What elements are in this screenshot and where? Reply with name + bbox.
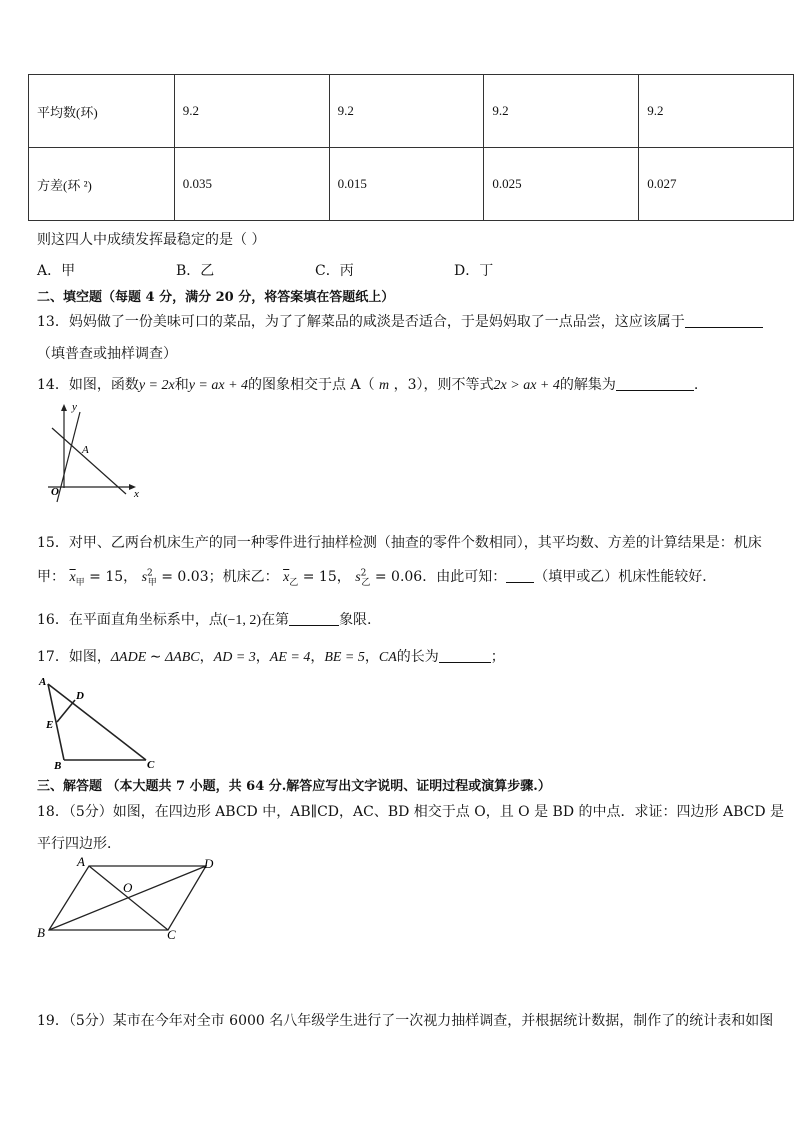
vertex-d-label: D: [204, 856, 214, 871]
point-d-label: D: [76, 690, 84, 702]
vertex-a-label: A: [77, 854, 85, 869]
q14-text: 的解集为: [559, 377, 616, 393]
x-label: x: [134, 488, 139, 500]
table-cell: 0.015: [329, 148, 484, 221]
mean-symbol: $\overline{x}$: [69, 570, 76, 585]
formula: y = 2x: [138, 378, 175, 393]
row-label: 平均数(环): [29, 75, 175, 148]
q12-option-b[interactable]: B．乙: [176, 263, 215, 279]
q14-text: ，3），则不等式: [393, 377, 494, 393]
vertex-b-label: B: [37, 925, 45, 940]
q16-text: 16．在平面直角坐标系中，点: [37, 612, 223, 628]
table-cell: 0.027: [639, 148, 794, 221]
table-cell: 9.2: [639, 75, 794, 148]
q15-line2: [37, 566, 716, 588]
point-e-label: E: [46, 719, 54, 731]
q12-option-a[interactable]: A．甲: [37, 263, 76, 279]
subscript: 甲: [147, 577, 157, 588]
answer-blank[interactable]: [685, 313, 763, 328]
table-cell: 9.2: [174, 75, 329, 148]
q15-text: ；机床乙：: [208, 569, 279, 585]
table-row: [29, 148, 794, 221]
segment-de: [57, 700, 75, 722]
vertex-c-label: C: [167, 927, 176, 942]
vertex-b-label: B: [54, 760, 62, 770]
q17-text: 的长为: [396, 649, 439, 665]
answer-blank[interactable]: [289, 611, 339, 626]
subscript: 乙: [289, 577, 299, 588]
formula: y = ax + 4: [188, 378, 249, 393]
q17-triangle-figure: [32, 672, 162, 770]
q15-text: = 15，: [89, 569, 138, 585]
point-o-label: O: [123, 880, 133, 895]
row-label: 方差(环 ²): [29, 148, 175, 221]
table-cell: 9.2: [484, 75, 639, 148]
answer-blank[interactable]: [439, 648, 491, 663]
line-y-2x: [57, 412, 80, 502]
q15-line1: 15．对甲、乙两台机床生产的同一种零件进行抽样检测（抽查的零件个数相同），其平均数、方差的计算结果是：机床: [37, 535, 762, 551]
formula: m: [379, 378, 390, 393]
subscript: 甲: [75, 577, 85, 588]
formula: CA: [378, 650, 397, 665]
q12-question: 则这四人中成绩发挥最稳定的是（ ）: [37, 232, 266, 248]
origin-label: O: [51, 486, 59, 498]
q14-line: [37, 374, 698, 394]
variance-symbol: s: [355, 570, 361, 585]
vertex-a-label: A: [39, 676, 47, 688]
q15-text: ．由此可知：: [422, 569, 507, 585]
q17-text: ；: [490, 649, 505, 665]
q16-text: 象限.: [339, 612, 372, 628]
table-cell: 9.2: [329, 75, 484, 148]
section-heading: 三、解答题 （本大题共 7 小题，共 64 分.解答应写出文字说明、证明过程或演算步骤.）: [37, 779, 551, 794]
y-axis-arrow: [61, 404, 67, 411]
superscript: 2: [147, 568, 153, 579]
q14-text: .: [693, 377, 699, 393]
answer-blank[interactable]: [506, 568, 534, 583]
q19-line1: 19．（5分）某市在今年对全市 6000 名八年级学生进行了一次视力抽样调查，并根据统计数据，制作了的统计表和如图: [37, 1013, 774, 1029]
variance-symbol: s: [141, 570, 148, 585]
stats-table: [28, 74, 794, 221]
q16-line: [37, 609, 372, 629]
q14-text: 14．如图，函数: [37, 377, 139, 393]
q17-text: ，: [199, 649, 214, 665]
q15-text: （填甲或乙）机床性能较好．: [534, 569, 717, 585]
q17-line: [37, 646, 505, 666]
line-y-ax-plus-4: [52, 428, 126, 494]
q17-text: ，: [310, 649, 325, 665]
superscript: 2: [360, 568, 367, 579]
q18-line1: 18．（5分）如图，在四边形 ABCD 中，AB∥CD，AC、BD 相交于点 O，且 O 是 BD 的中点．求证：四边形 ABCD 是: [37, 804, 785, 820]
point-a-label: A: [82, 444, 89, 456]
q18-parallelogram-figure: [34, 852, 224, 944]
q15-text: 甲：: [37, 569, 65, 585]
table-cell: 0.025: [484, 148, 639, 221]
table-cell: 0.035: [174, 148, 329, 221]
section-heading: 二、填空题（每题 4 分，满分 20 分，将答案填在答题纸上）: [37, 290, 395, 305]
q15-text: = 15，: [302, 569, 351, 585]
diagonal-bd: [49, 866, 206, 930]
q12-option-c[interactable]: C．丙: [315, 263, 354, 279]
q17-text: ，: [364, 649, 379, 665]
q13-line2: （填普查或抽样调查）: [37, 346, 177, 362]
side-ac: [48, 684, 146, 760]
q12-option-d[interactable]: D．丁: [454, 263, 494, 279]
subscript: 乙: [361, 577, 371, 588]
formula: AE = 4: [269, 650, 311, 665]
q17-text: ，: [255, 649, 270, 665]
mean-symbol: $\overline{x}$: [283, 570, 290, 585]
formula: ΔADE ∼ ΔABC: [110, 650, 200, 665]
answer-blank[interactable]: [616, 376, 694, 391]
q13-text: 13．妈妈做了一份美味可口的菜品，为了了解菜品的咸淡是否适合，于是妈妈取了一点品尝，这应该属于: [37, 314, 685, 330]
q14-text: 的图象相交于点 A（: [248, 377, 375, 393]
formula: 2x > ax + 4: [493, 378, 560, 393]
q15-text: = 0.06: [374, 569, 423, 585]
table-row: [29, 75, 794, 148]
q18-line2: 平行四边形．: [37, 836, 121, 852]
q13-line1: [37, 311, 763, 331]
point-coord: (−1, 2): [222, 613, 262, 628]
y-label: y: [72, 401, 77, 413]
vertex-c-label: C: [147, 759, 155, 770]
q16-text: 在第: [261, 612, 290, 628]
q15-text: = 0.03: [161, 569, 209, 585]
q14-graph-figure: [40, 400, 150, 504]
formula: BE = 5: [324, 650, 365, 665]
q17-text: 17．如图，: [37, 649, 111, 665]
formula: AD = 3: [213, 650, 256, 665]
q14-text: 和: [174, 377, 189, 393]
